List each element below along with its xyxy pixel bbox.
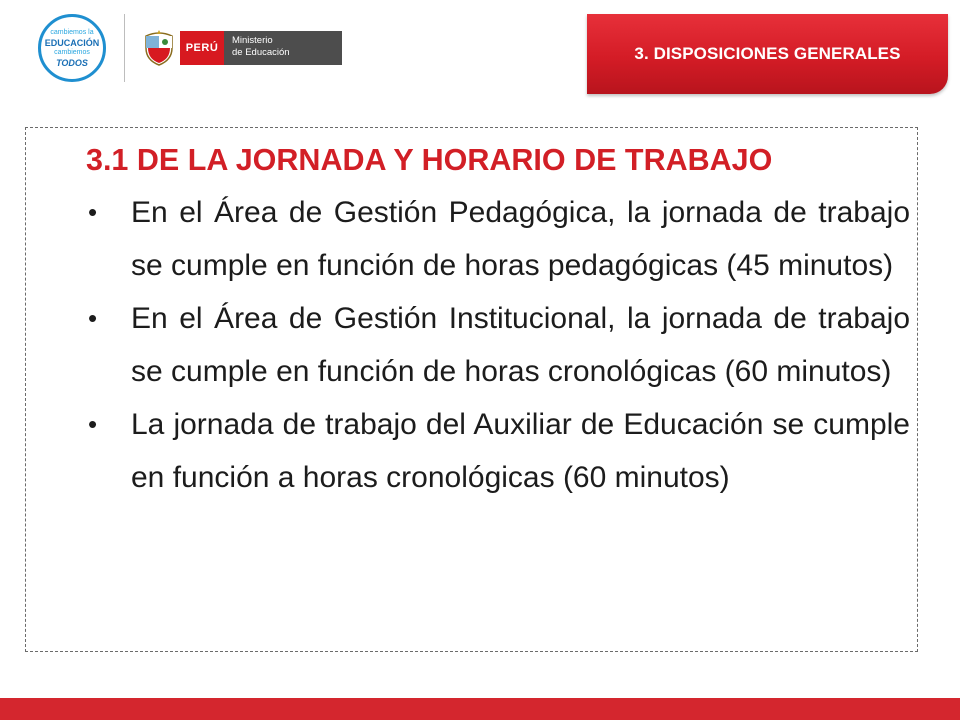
bullet-text: En el Área de Gestión Pedagógica, la jornada de trabajo se cumple en función de horas pedagógicas (45 minutos) <box>131 196 910 282</box>
bullet-item <box>86 186 910 292</box>
campaign-logo <box>38 14 106 82</box>
bullet-item <box>86 292 910 398</box>
bullet-list <box>86 186 910 504</box>
campaign-logo-line1: cambiemos la <box>50 29 94 36</box>
bullet-item <box>86 398 910 504</box>
ministry-logo-name <box>224 31 342 65</box>
footer-bar <box>0 698 960 720</box>
bullet-text: En el Área de Gestión Institucional, la jornada de trabajo se cumple en función de horas cronológicas (60 minutos) <box>131 302 910 388</box>
campaign-logo-line2: EDUCACIÓN <box>44 38 100 48</box>
campaign-logo-line3: cambiemos <box>54 49 90 56</box>
section-tab-label: 3. DISPOSICIONES GENERALES <box>634 44 901 63</box>
logo-divider <box>124 14 125 82</box>
bullet-icon: • <box>88 197 98 227</box>
bullet-icon: • <box>88 409 98 439</box>
section-heading: 3.1 DE LA JORNADA Y HORARIO DE TRABAJO <box>86 143 773 177</box>
campaign-logo-line4: TODOS <box>56 58 88 68</box>
bullet-icon: • <box>88 303 98 333</box>
section-tab <box>587 14 948 94</box>
bullet-text: La jornada de trabajo del Auxiliar de Educación se cumple en función a horas cronológicas (60 minutos) <box>131 408 910 494</box>
ministry-logo-country: PERÚ <box>180 31 224 65</box>
coat-of-arms-icon <box>143 30 175 66</box>
ministry-logo-name-line1: Ministerio <box>232 35 273 46</box>
ministry-logo-name-line2: de Educación <box>232 47 290 58</box>
ministry-logo <box>180 31 342 65</box>
